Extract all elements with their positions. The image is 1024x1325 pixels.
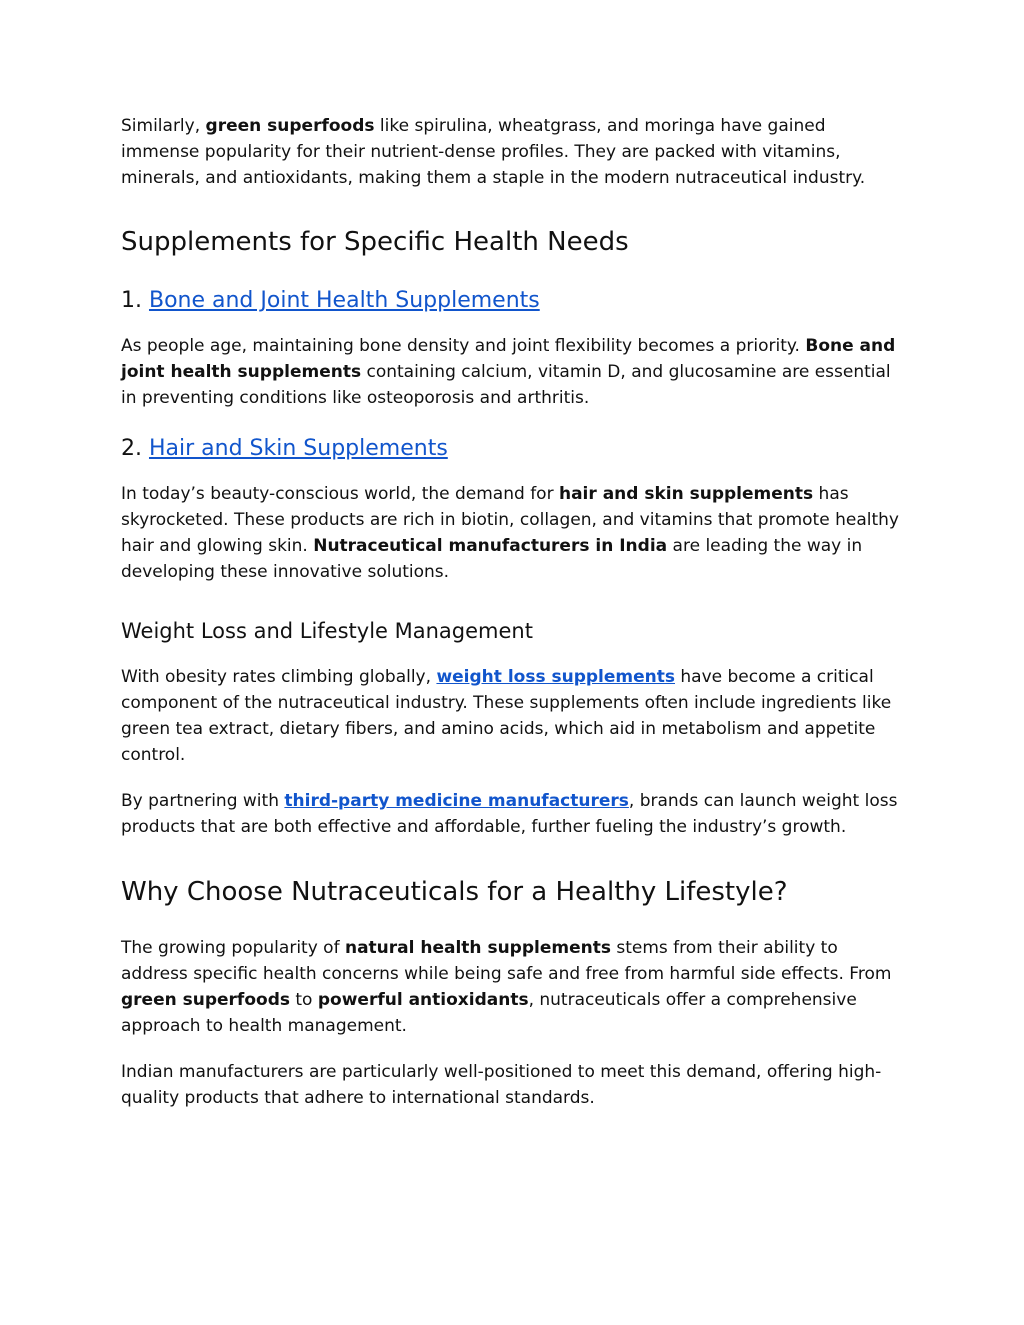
bold-text: green superfoods	[121, 990, 290, 1010]
list-number: 1.	[121, 288, 149, 313]
text-run: The growing popularity of	[121, 938, 345, 958]
section-heading-specific-needs: Supplements for Specific Health Needs	[121, 227, 629, 257]
text-run: As people age, maintaining bone density and joint flexibility becomes a priority.	[121, 336, 806, 356]
text-run: By partnering with	[121, 791, 285, 811]
hair-skin-paragraph	[121, 481, 901, 585]
weight-loss-paragraph-1	[121, 664, 901, 768]
weight-loss-supplements-link[interactable]: weight loss supplements	[436, 667, 675, 687]
why-paragraph-1	[121, 935, 901, 1039]
bold-text: Nutraceutical manufacturers in India	[313, 536, 668, 556]
intro-paragraph	[121, 113, 901, 191]
text-run: , nutraceuticals offer a comprehensive approach to health management.	[121, 990, 857, 1036]
text-run: like spirulina, wheatgrass, and moringa have gained immense popularity for their nutrient-dense profiles. They are packed with vitamins, minerals, and antioxidants, making them a staple in the modern nutraceutical industry.	[121, 116, 866, 188]
subheading-bone-joint	[121, 286, 901, 316]
section-heading-why-nutraceuticals: Why Choose Nutraceuticals for a Healthy Lifestyle?	[121, 877, 788, 907]
bold-text: powerful antioxidants	[317, 990, 529, 1010]
text-run: In today’s beauty-conscious world, the demand for	[121, 484, 559, 504]
text-run: , brands can launch weight loss products that are both effective and affordable, further fueling the industry’s growth.	[121, 791, 898, 837]
section-heading-weight-loss: Weight Loss and Lifestyle Management	[121, 619, 533, 643]
text-run: to	[289, 990, 318, 1010]
text-run: With obesity rates climbing globally,	[121, 667, 437, 687]
why-paragraph-2: Indian manufacturers are particularly well-positioned to meet this demand, offering high-quality products that adhere to international standards.	[121, 1062, 882, 1108]
text-run: containing calcium, vitamin D, and glucosamine are essential in preventing conditions like osteoporosis and arthritis.	[121, 362, 891, 408]
third-party-manufacturers-link[interactable]: third-party medicine manufacturers	[284, 791, 629, 811]
text-run: stems from their ability to address specific health concerns while being safe and free from harmful side effects. From	[121, 938, 892, 984]
text-run: Similarly,	[121, 116, 206, 136]
weight-loss-paragraph-2	[121, 788, 901, 840]
document-page	[121, 113, 901, 1111]
bold-text: hair and skin supplements	[558, 484, 814, 504]
subheading-hair-skin	[121, 434, 901, 464]
list-number: 2.	[121, 436, 149, 461]
bone-joint-link[interactable]: Bone and Joint Health Supplements	[148, 288, 540, 313]
text-run: has skyrocketed. These products are rich in biotin, collagen, and vitamins that promote healthy hair and glowing skin.	[121, 484, 899, 556]
bold-text: natural health supplements	[344, 938, 611, 958]
text-run: are leading the way in developing these innovative solutions.	[121, 536, 863, 582]
hair-skin-link[interactable]: Hair and Skin Supplements	[148, 436, 448, 461]
bone-joint-paragraph	[121, 333, 901, 411]
bold-text: green superfoods	[205, 116, 375, 136]
bold-text: Bone and joint health supplements	[121, 336, 896, 382]
text-run: have become a critical component of the nutraceutical industry. These supplements often include ingredients like green tea extract, dietary fibers, and amino acids, which aid in metabolism and appetite control.	[121, 667, 892, 765]
